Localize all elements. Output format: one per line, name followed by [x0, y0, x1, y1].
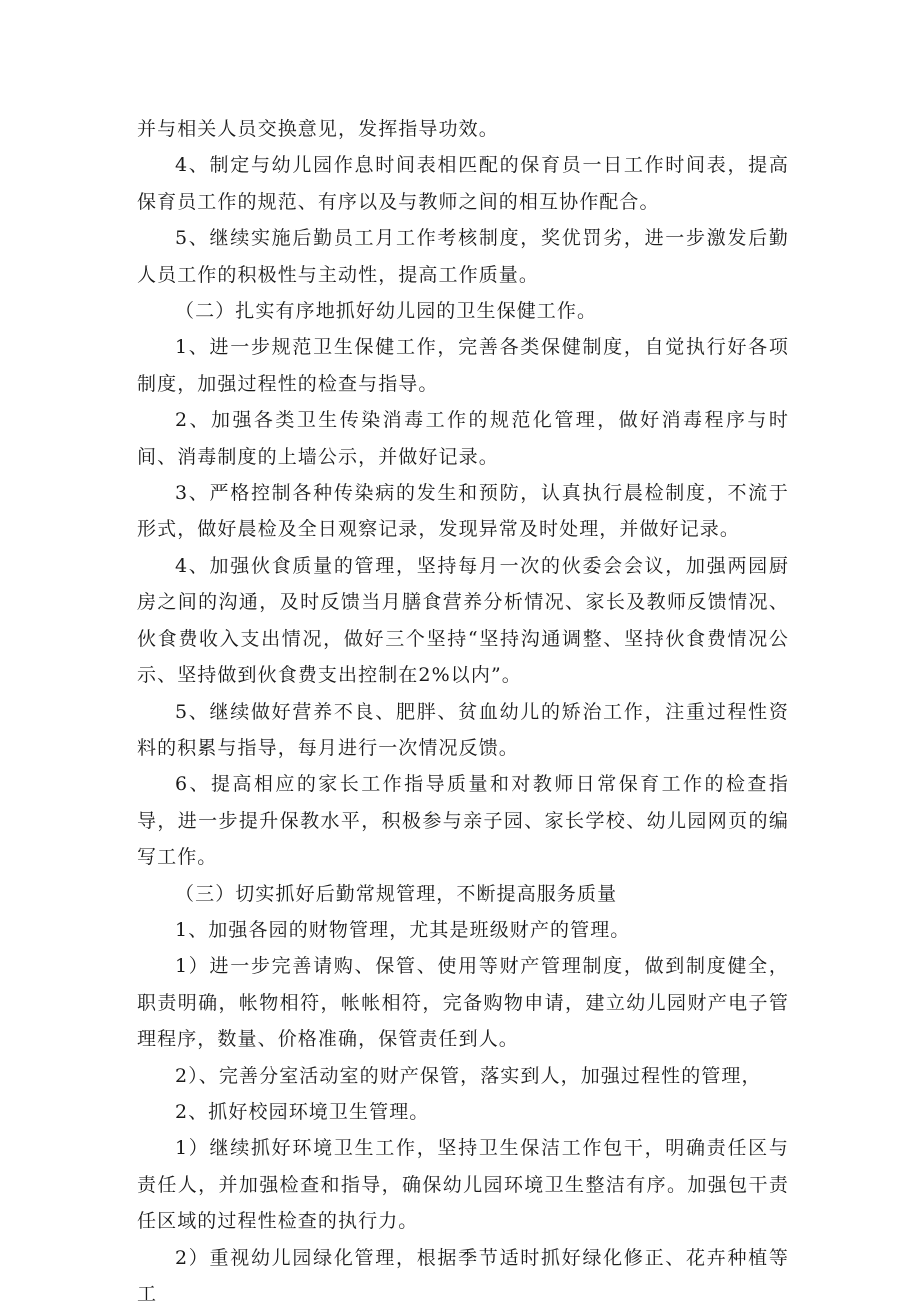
paragraph-subitem-2-greening: 2）重视幼儿园绿化管理，根据季节适时抓好绿化修正、花卉种植等工 — [137, 1246, 789, 1305]
paragraph-item-4-meals: 4、加强伙食质量的管理，坚持每月一次的伙委会会议，加强两园厨房之间的沟通，及时反馈当月膳食营养分析情况、家长及教师反馈情况、伙食费收入支出情况，做好三个坚持“坚持沟通调整、坚持伙食费情况公示、坚持做到伙食费支出控制在2%以内”。 — [137, 554, 789, 687]
paragraph-item-1-property: 1、加强各园的财物管理，尤其是班级财产的管理。 — [175, 918, 631, 941]
paragraph-continuation: 并与相关人员交换意见，发挥指导功效。 — [137, 118, 499, 140]
paragraph-subitem-1-procurement: 1）进一步完善请购、保管、使用等财产管理制度，做到制度健全，职责明确，帐物相符，帐帐相符，完备购物申请，建立幼儿园财产电子管理程序，数量、价格准确，保管责任到人。 — [137, 955, 789, 1051]
paragraph-item-5-nutrition: 5、继续做好营养不良、肥胖、贫血幼儿的矫治工作，注重过程性资料的积累与指导，每月进行一次情况反馈。 — [137, 700, 789, 759]
paragraph-item-4-schedule: 4、制定与幼儿园作息时间表相匹配的保育员一日工作时间表，提高保育员工作的规范、有序以及与教师之间的相互协作配合。 — [137, 154, 789, 213]
paragraph-item-2-environment: 2、抓好校园环境卫生管理。 — [175, 1100, 430, 1123]
section-heading-3: （三）切实抓好后勤常规管理，不断提高服务质量 — [175, 882, 618, 905]
paragraph-item-1-health-rules: 1、进一步规范卫生保健工作，完善各类保健制度，自觉执行好各项制度，加强过程性的检查与指导。 — [137, 336, 789, 395]
paragraph-subitem-1-cleaning: 1）继续抓好环境卫生工作，坚持卫生保洁工作包干，明确责任区与责任人，并加强检查和指导，确保幼儿园环境卫生整洁有序。加强包干责任区域的过程性检查的执行力。 — [137, 1137, 789, 1233]
paragraph-item-5-assessment: 5、继续实施后勤员工月工作考核制度，奖优罚劣，进一步激发后勤人员工作的积极性与主动性，提高工作质量。 — [137, 227, 789, 286]
paragraph-item-2-disinfection: 2、加强各类卫生传染消毒工作的规范化管理，做好消毒程序与时间、消毒制度的上墙公示，并做好记录。 — [137, 409, 789, 468]
section-heading-2: （二）扎实有序地抓好幼儿园的卫生保健工作。 — [175, 300, 598, 323]
document-body — [137, 111, 789, 1312]
paragraph-item-3-disease-prevention: 3、严格控制各种传染病的发生和预防，认真执行晨检制度，不流于形式，做好晨检及全日观察记录，发现异常及时处理，并做好记录。 — [137, 482, 789, 541]
paragraph-subitem-2-activity-rooms: 2）、完善分室活动室的财产保管，落实到人，加强过程性的管理， — [175, 1064, 762, 1087]
paragraph-item-6-parent-guidance: 6、提高相应的家长工作指导质量和对教师日常保育工作的检查指导，进一步提升保教水平，积极参与亲子园、家长学校、幼儿园网页的编写工作。 — [137, 773, 789, 869]
